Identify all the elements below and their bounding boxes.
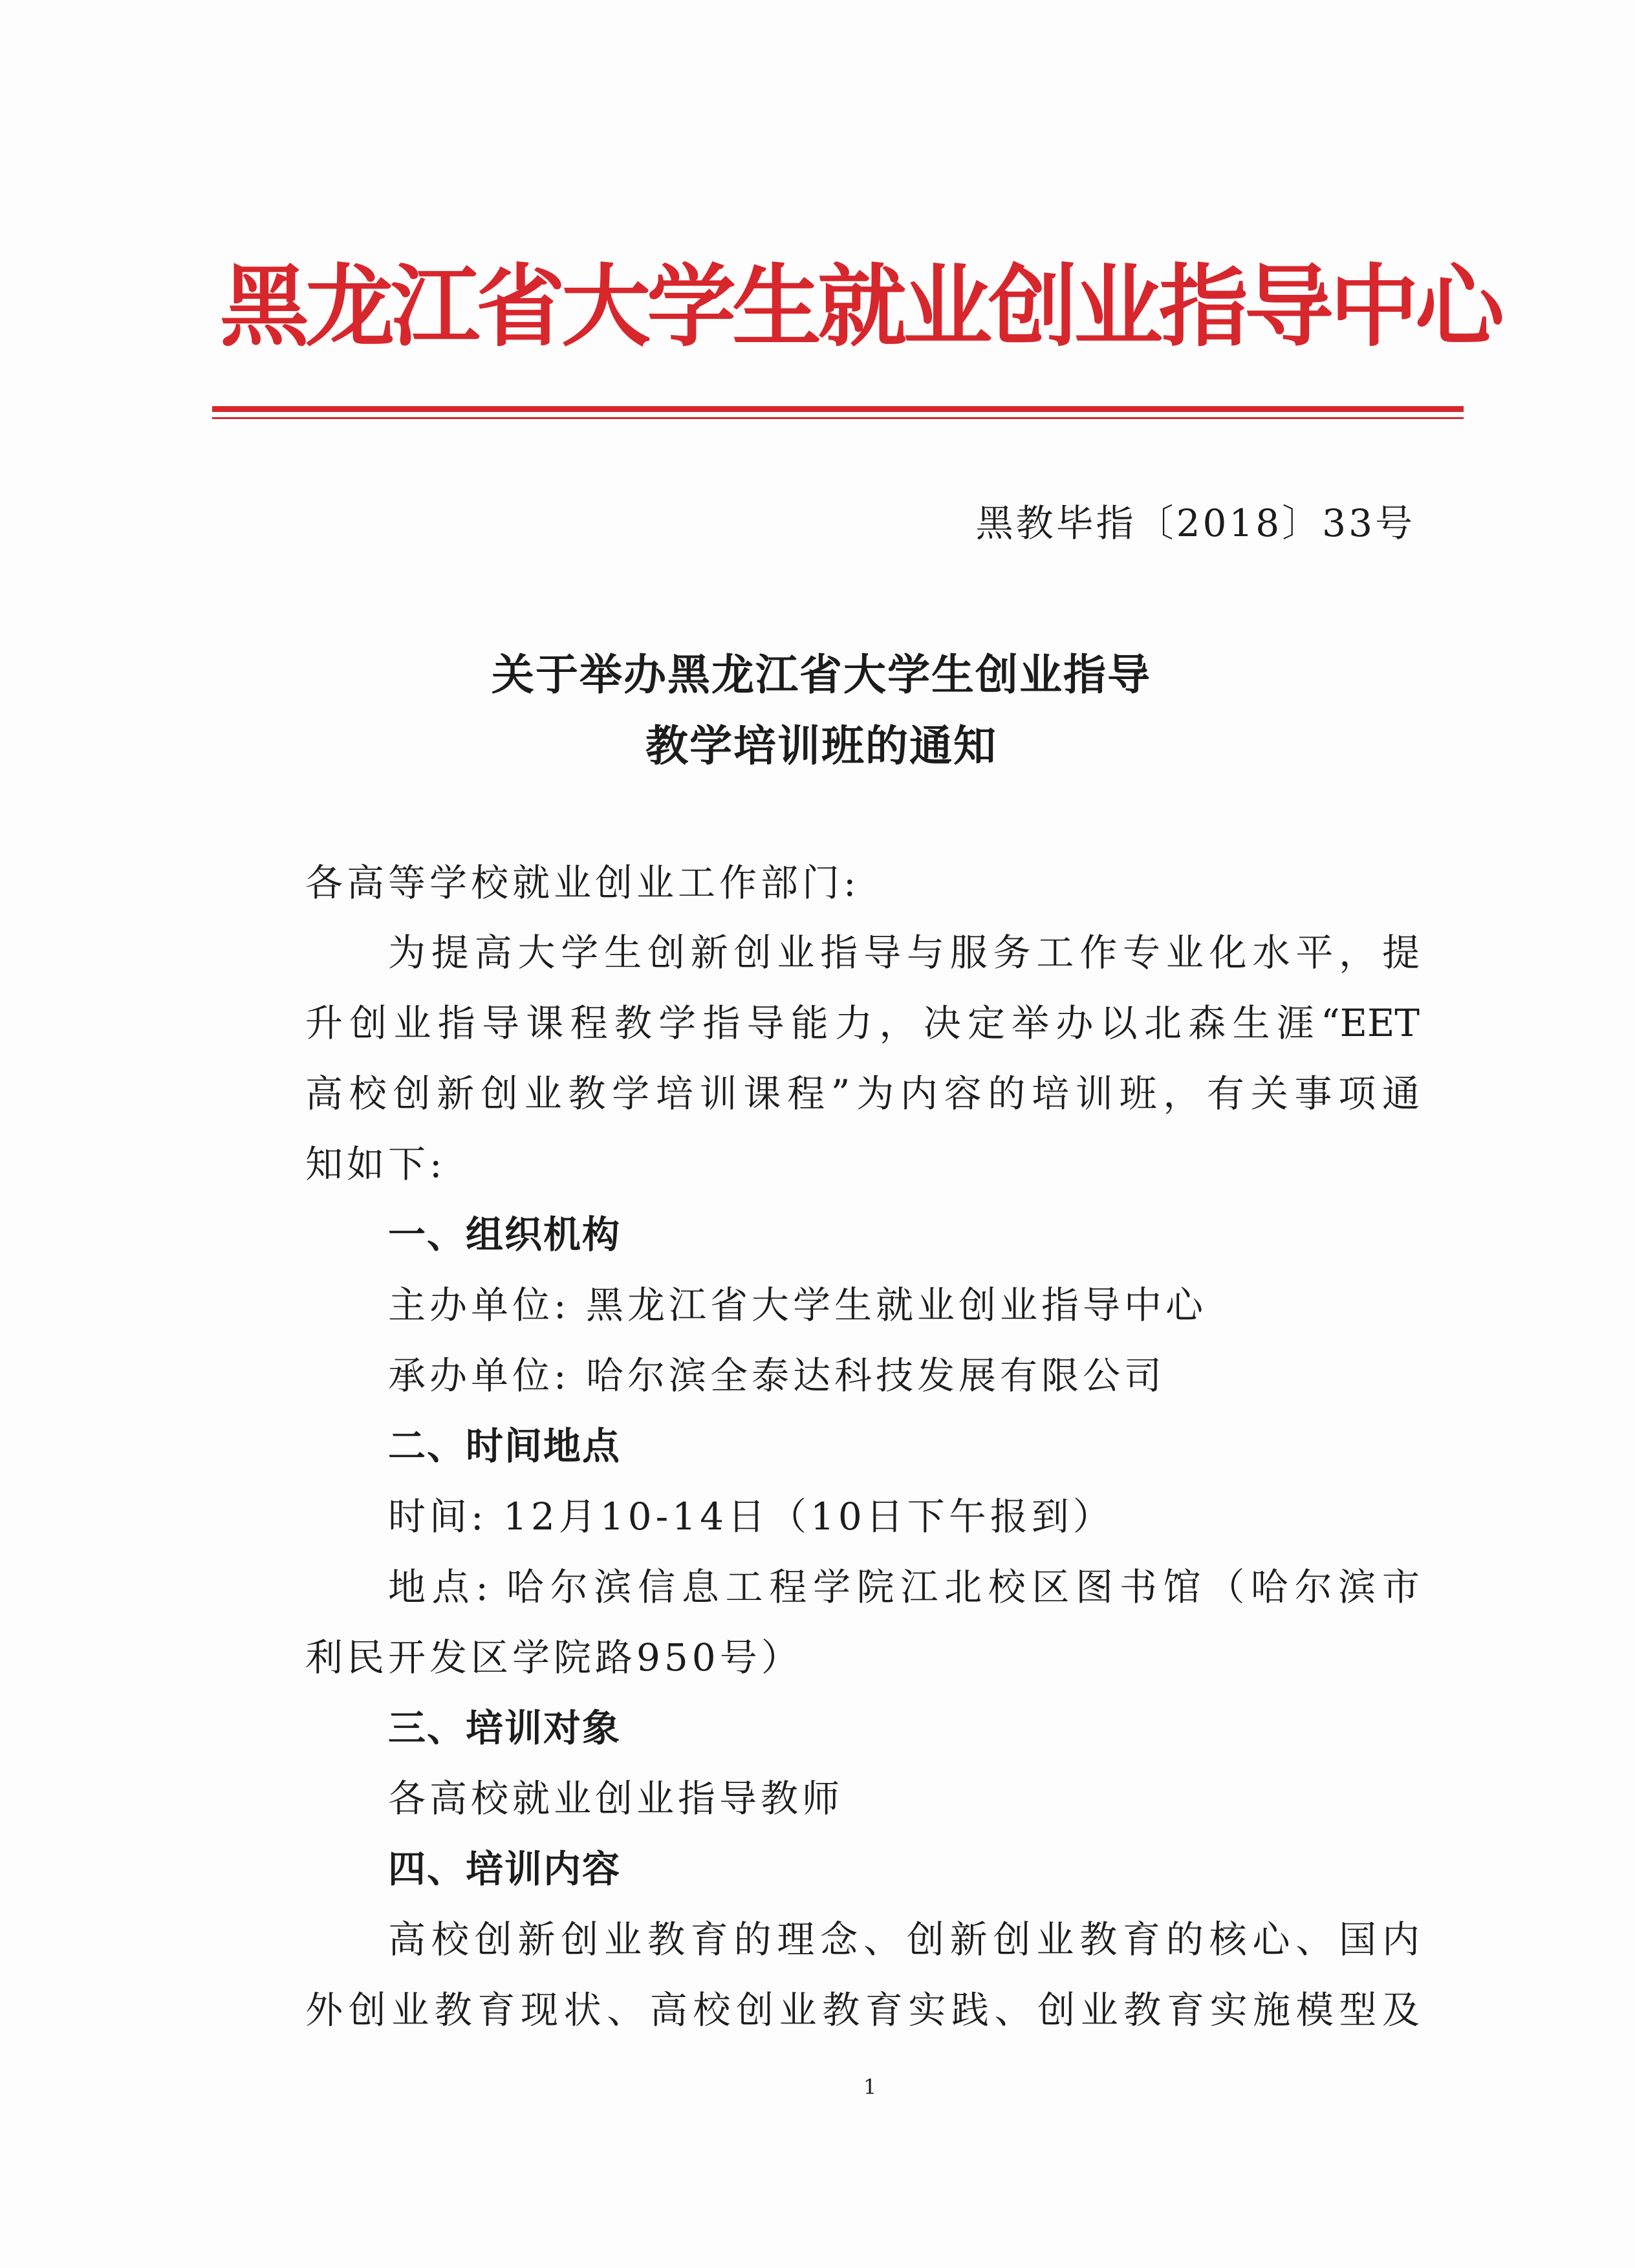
content-line-1: 高校创新创业教育的理念、创新创业教育的核心、国内 <box>388 1917 1420 1961</box>
undertaker-line: 承办单位: 哈尔滨全泰达科技发展有限公司 <box>388 1354 1165 1398</box>
page-number: 1 <box>863 2075 877 2099</box>
place-line-2: 利民开发区学院路950号） <box>305 1636 803 1679</box>
intro-line-2: 升创业指导课程教学指导能力，决定举办以北森生涯“EET <box>305 1001 1420 1045</box>
target-line: 各高校就业创业指导教师 <box>388 1777 844 1820</box>
section-heading-organization: 一、组织机构 <box>388 1213 622 1257</box>
content-line-2: 外创业教育现状、高校创业教育实践、创业教育实施模型及 <box>305 1988 1420 2032</box>
section-heading-time-place: 二、时间地点 <box>388 1424 622 1468</box>
document-number: 黑教毕指〔2018〕33号 <box>975 501 1415 545</box>
section-heading-target: 三、培训对象 <box>388 1706 622 1750</box>
masthead-rule-thin <box>212 417 1464 419</box>
salutation: 各高等学校就业创业工作部门: <box>305 861 860 905</box>
document-title-line1: 关于举办黑龙江省大学生创业指导 <box>492 650 1151 700</box>
document-title-line2: 教学培训班的通知 <box>645 721 997 771</box>
time-line: 时间: 12月10-14日（10日下午报到） <box>388 1495 1114 1539</box>
intro-line-3: 高校创新创业教学培训课程”为内容的培训班，有关事项通 <box>305 1072 1420 1116</box>
intro-line-4: 知如下: <box>305 1142 446 1186</box>
place-line-1: 地点: 哈尔滨信息工程学院江北校区图书馆（哈尔滨市 <box>388 1565 1420 1609</box>
masthead-organization: 黑龙江省大学生就业创业指导中心 <box>220 254 1501 359</box>
intro-line-1: 为提高大学生创新创业指导与服务工作专业化水平，提 <box>388 931 1420 975</box>
masthead-rule-thick <box>212 406 1464 412</box>
section-heading-content: 四、培训内容 <box>388 1847 622 1891</box>
organizer-line: 主办单位: 黑龙江省大学生就业创业指导中心 <box>388 1283 1207 1327</box>
